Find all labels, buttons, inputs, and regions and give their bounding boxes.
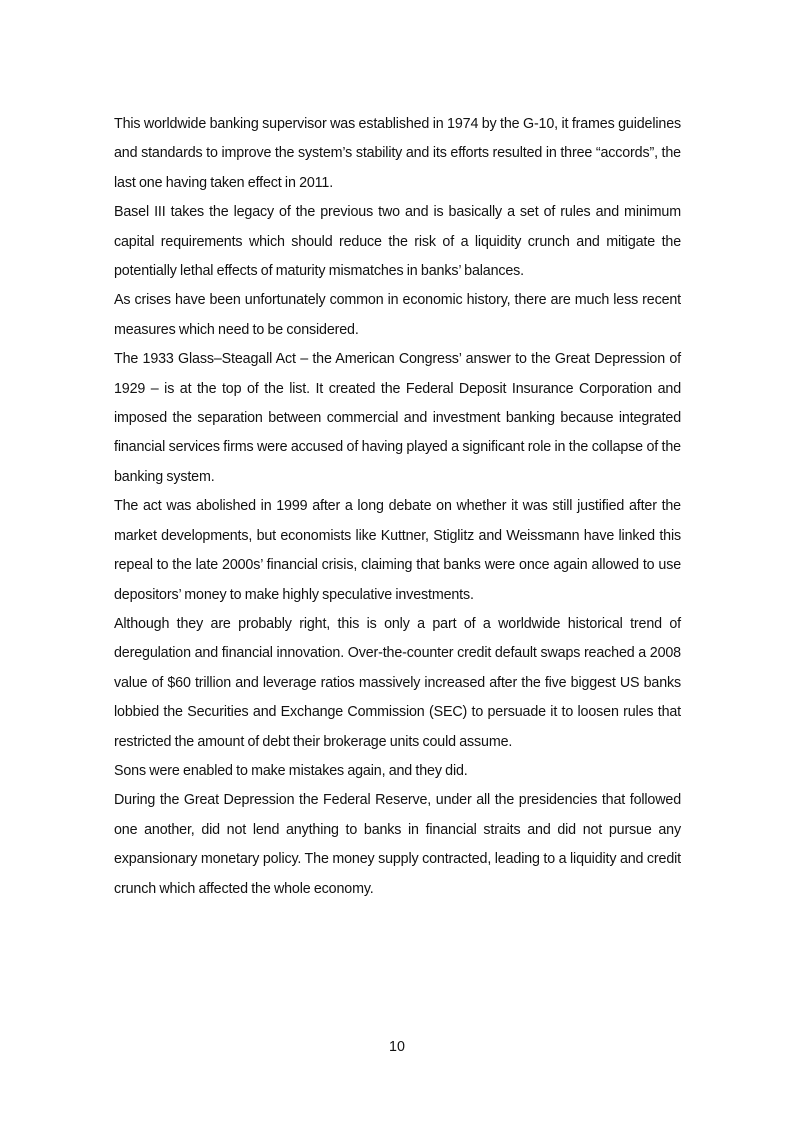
paragraph-basel-committee: This worldwide banking supervisor was established in 1974 by the G-10, it frames guidelines and standards to improve the system’s stability and its efforts resulted in three “accords”, the last one having taken effect in 2011. — [114, 116, 681, 191]
paragraph-repeal: The act was abolished in 1999 after a long debate on whether it was still justified after the market developments, but economists like Kuttner, Stiglitz and Weissmann have linked this repeal to the late 2000s’ financial crisis, claiming that banks were once again allowed to use depositors’ money to make highly speculative investments. — [114, 498, 681, 603]
paragraph-deregulation: Although they are probably right, this is only a part of a worldwide historical trend of deregulation and financial innovation. Over-the-counter credit default swaps reached a 2008 value of $60 trillion and leverage ratios massively increased after the five biggest US banks lobbied the Securities and Exchange Commission (SEC) to persuade it to loosen rules that restricted the amount of debt their brokerage units could assume. — [114, 615, 681, 750]
page-number: 10 — [389, 1039, 405, 1055]
body-text — [114, 110, 681, 904]
paragraph-sons-mistakes: Sons were enabled to make mistakes again, and they did. — [114, 762, 468, 779]
paragraph-great-depression-fed: During the Great Depression the Federal Reserve, under all the presidencies that followed one another, did not lend anything to banks in financial straits and did not pursue any expansionary monetary policy. The money supply contracted, leading to a liquidity and credit crunch which affected the whole economy. — [114, 792, 681, 897]
paragraph-glass-steagall: The 1933 Glass–Steagall Act – the American Congress’ answer to the Great Depression of 1929 – is at the top of the list. It created the Federal Deposit Insurance Corporation and imposed the separation between commercial and investment banking because integrated financial services firms were accused of having played a significant role in the collapse of the banking system. — [114, 351, 681, 485]
paragraph-crises-history: As crises have been unfortunately common in economic history, there are much less recent measures which need to be considered. — [114, 292, 681, 338]
paragraph-basel-iii: Basel III takes the legacy of the previous two and is basically a set of rules and minimum capital requirements which should reduce the risk of a liquidity crunch and mitigate the potentially lethal effects of maturity mismatches in banks’ balances. — [114, 204, 681, 280]
